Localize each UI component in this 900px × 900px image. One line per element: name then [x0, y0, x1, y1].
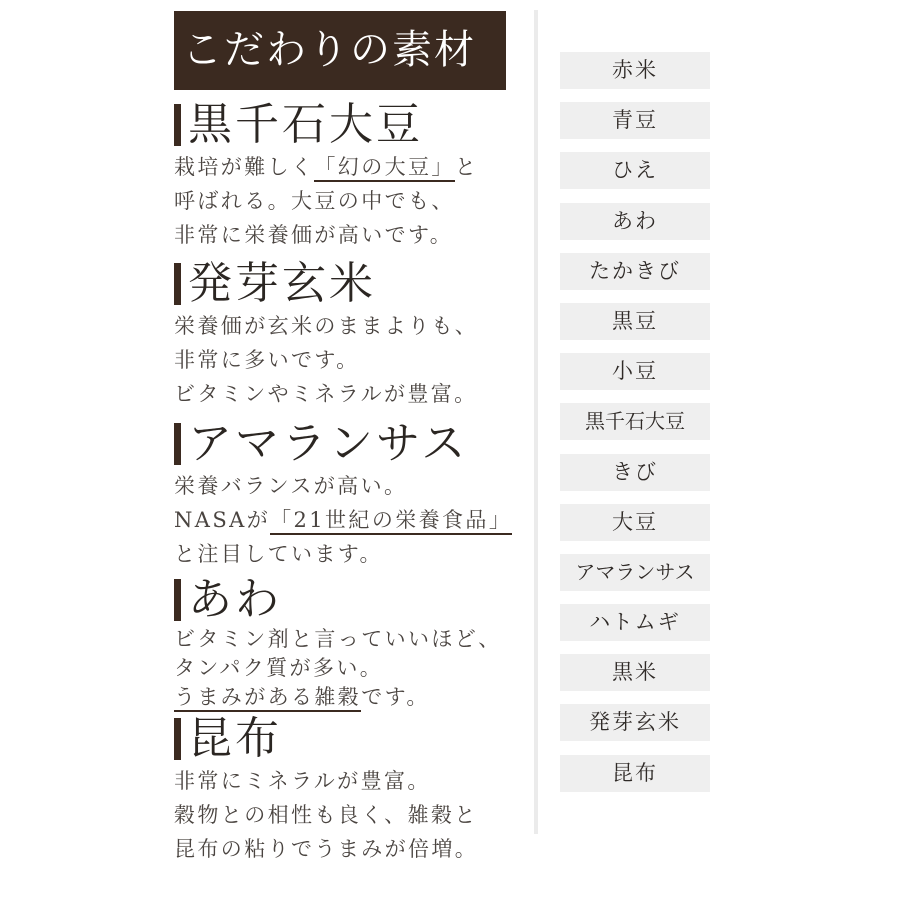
- ingredient-tag: 赤米: [560, 52, 710, 89]
- highlighted-phrase: うまみがある雑穀: [174, 685, 361, 712]
- ingredient-tag: ひえ: [560, 152, 710, 189]
- page-title: こだわりの素材: [174, 11, 506, 90]
- ingredient-tag: 発芽玄米: [560, 704, 710, 741]
- highlighted-phrase: 「21世紀の栄養食品」: [270, 508, 512, 535]
- ingredient-tag: きび: [560, 454, 710, 491]
- ingredient-tag: あわ: [560, 203, 710, 240]
- description-line: 非常に多いです。: [174, 348, 360, 372]
- ingredient-list: [560, 52, 710, 805]
- ingredient-tag: 黒豆: [560, 303, 710, 340]
- ingredient-tag: アマランサス: [560, 554, 710, 591]
- description-line: 非常に栄養価が高いです。: [174, 223, 454, 247]
- ingredient-tag: 黒千石大豆: [560, 403, 710, 440]
- section-description: [174, 309, 478, 411]
- ingredient-tag: ハトムギ: [560, 604, 710, 641]
- section-heading: あわ: [174, 575, 502, 625]
- section-description: [174, 469, 512, 571]
- ingredient-tag: たかきび: [560, 253, 710, 290]
- section-heading: 発芽玄米: [174, 259, 478, 309]
- section-description: [174, 150, 478, 252]
- description-line: 昆布の粘りでうまみが倍増。: [174, 837, 479, 861]
- section-kuro-sengoku: [174, 100, 478, 252]
- description-line: と注目しています。: [174, 542, 383, 566]
- section-amaranth: [174, 419, 512, 571]
- vertical-divider: [534, 10, 538, 834]
- description-line: 栽培が難しく「幻の大豆」と: [174, 150, 478, 184]
- description-line: 穀物との相性も良く、雑穀と: [174, 803, 478, 827]
- section-awa: [174, 575, 502, 712]
- description-line: 非常にミネラルが豊富。: [174, 769, 431, 793]
- section-description: [174, 625, 502, 712]
- description-line: NASAが「21世紀の栄養食品」: [174, 503, 512, 537]
- description-line: ビタミンやミネラルが豊富。: [174, 382, 478, 406]
- ingredient-tag: 大豆: [560, 504, 710, 541]
- section-hatsuga-genmai: [174, 259, 478, 411]
- description-line: うまみがある雑穀です。: [174, 683, 502, 712]
- section-description: [174, 764, 478, 866]
- section-konbu: [174, 714, 478, 866]
- description-line: 栄養バランスが高い。: [174, 474, 408, 498]
- section-heading: 黒千石大豆: [174, 100, 478, 150]
- highlighted-phrase: 「幻の大豆」: [314, 155, 454, 182]
- description-line: タンパク質が多い。: [174, 656, 384, 680]
- section-heading: アマランサス: [174, 419, 512, 469]
- ingredient-tag: 小豆: [560, 353, 710, 390]
- section-heading: 昆布: [174, 714, 478, 764]
- description-line: ビタミン剤と言っていいほど、: [174, 627, 502, 651]
- ingredient-tag: 黒米: [560, 654, 710, 691]
- description-line: 呼ばれる。大豆の中でも、: [174, 189, 455, 213]
- ingredient-tag: 青豆: [560, 102, 710, 139]
- description-line: 栄養価が玄米のままよりも、: [174, 314, 479, 338]
- ingredient-tag: 昆布: [560, 755, 710, 792]
